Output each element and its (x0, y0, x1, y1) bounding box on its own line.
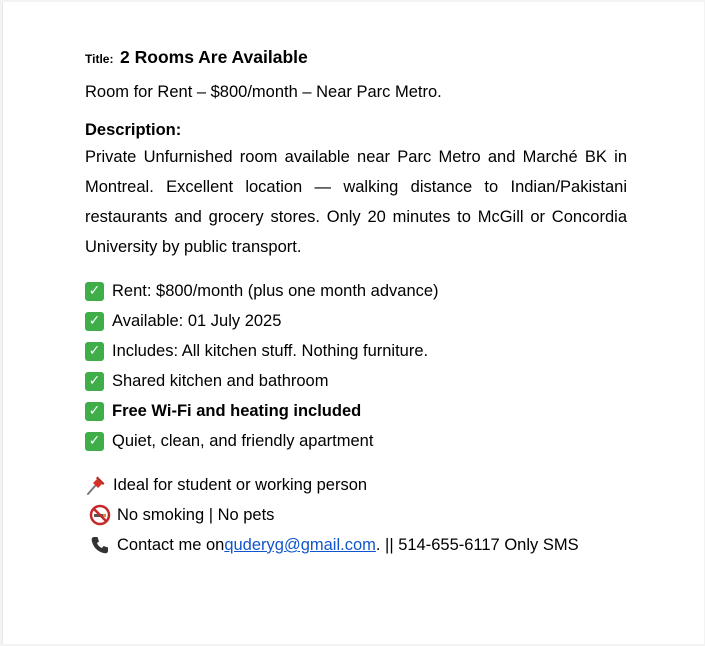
feature-text: Includes: All kitchen stuff. Nothing furniture. (112, 342, 429, 360)
check-icon: ✓ (85, 342, 104, 361)
feature-text: Rent: $800/month (plus one month advance) (112, 282, 439, 300)
feature-item-availability (85, 306, 627, 336)
features-list (85, 276, 627, 456)
note-text: No smoking | No pets (117, 506, 275, 524)
check-icon: ✓ (85, 312, 104, 331)
note-ideal (85, 470, 627, 500)
phone-icon (89, 534, 111, 556)
page-title: 2 Rooms Are Available (120, 47, 308, 67)
document-page (2, 2, 704, 644)
listing-subtitle: Room for Rent – $800/month – Near Parc Metro. (85, 83, 442, 101)
check-icon: ✓ (85, 432, 104, 451)
pushpin-icon (85, 474, 107, 496)
note-restrictions (85, 500, 627, 530)
description-heading: Description: (85, 121, 182, 139)
notes-list (85, 470, 627, 560)
feature-item-shared (85, 366, 627, 396)
description-body: Private Unfurnished room available near Parc Metro and Marché BK in Montreal. Excellent location — walking distance to Indian/Pakistani restaurants and grocery stores. Only 20 minutes to McGill or Concordia University by public transport. (85, 148, 627, 256)
contact-prefix: Contact me on (117, 536, 225, 554)
note-contact (85, 530, 627, 560)
title-row (85, 44, 627, 70)
feature-text: Shared kitchen and bathroom (112, 372, 329, 390)
title-label: Title: (85, 52, 114, 66)
feature-text: Quiet, clean, and friendly apartment (112, 432, 374, 450)
feature-item-quiet (85, 426, 627, 456)
no-smoking-icon (89, 504, 111, 526)
listing-content (85, 44, 627, 560)
feature-item-wifi (85, 396, 627, 426)
check-icon: ✓ (85, 282, 104, 301)
feature-item-includes (85, 336, 627, 366)
email-link[interactable]: quderyg@gmail.com (224, 536, 376, 554)
note-text: Ideal for student or working person (113, 476, 368, 494)
feature-item-rent (85, 276, 627, 306)
check-icon: ✓ (85, 402, 104, 421)
check-icon: ✓ (85, 372, 104, 391)
feature-text: Free Wi-Fi and heating included (112, 402, 362, 420)
feature-text: Available: 01 July 2025 (112, 312, 282, 330)
contact-suffix: . || 514-655-6117 Only SMS (375, 536, 579, 554)
